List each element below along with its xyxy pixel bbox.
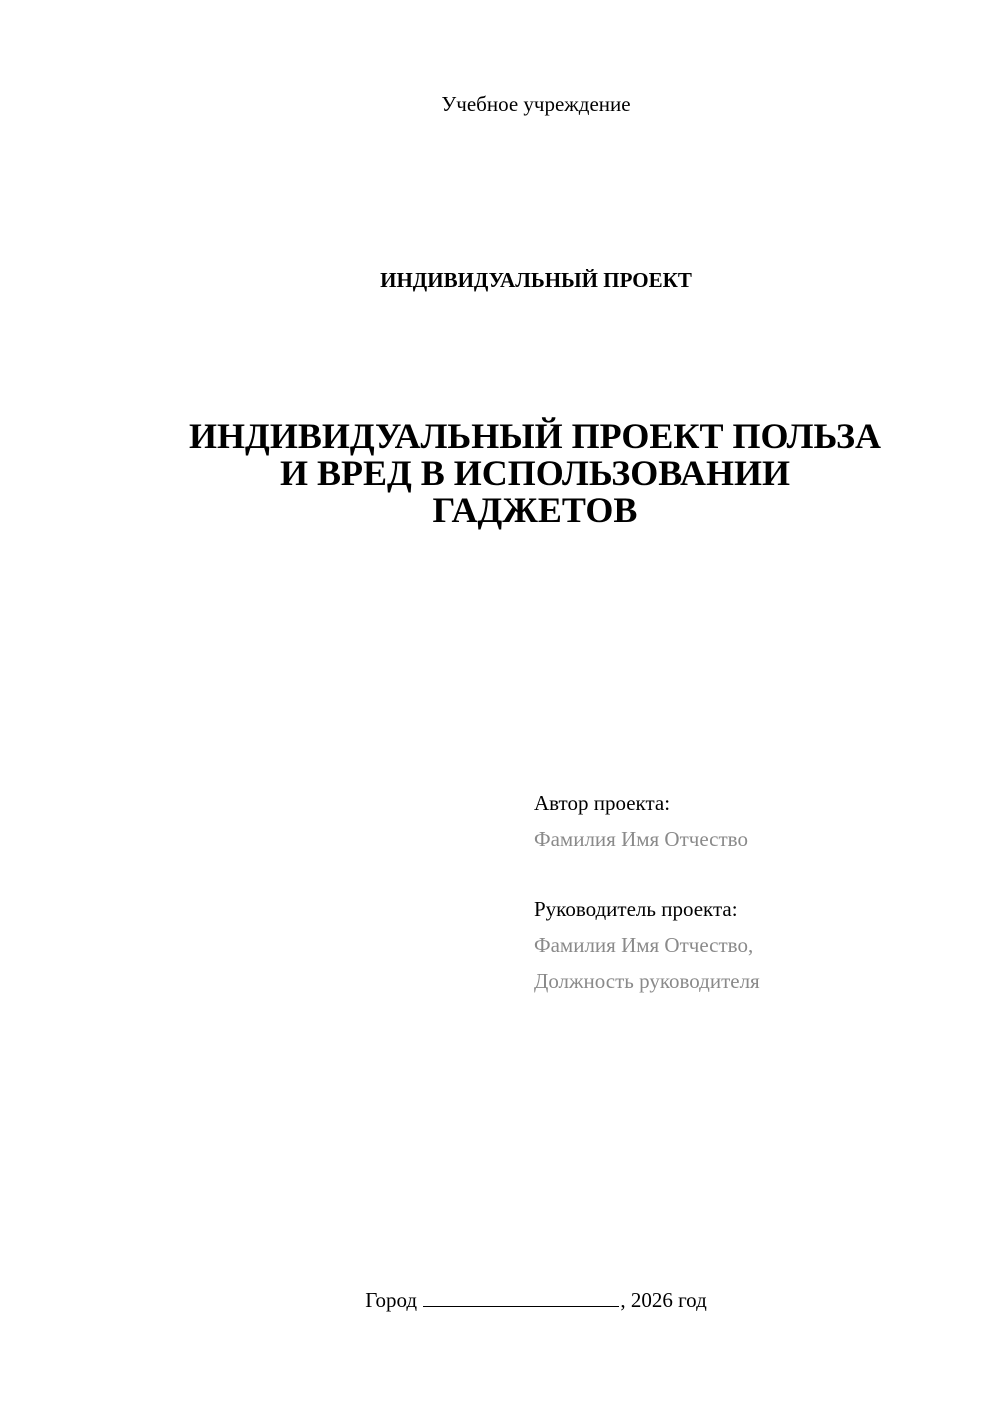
document-type: ИНДИВИДУАЛЬНЫЙ ПРОЕКТ: [380, 268, 692, 292]
author-name: Фамилия Имя Отчество: [534, 827, 748, 851]
supervisor-block: [534, 891, 760, 999]
project-title: [150, 418, 920, 529]
city-year-line: [0, 1288, 1000, 1313]
project-title-line: ГАДЖЕТОВ: [432, 490, 638, 530]
year-text: , 2026 год: [620, 1288, 707, 1312]
supervisor-label: Руководитель проекта:: [534, 897, 738, 921]
institution-name: Учебное учреждение: [441, 92, 631, 116]
project-title-line: ИНДИВИДУАЛЬНЫЙ ПРОЕКТ ПОЛЬЗА: [189, 416, 881, 456]
supervisor-name: Фамилия Имя Отчество,: [534, 933, 754, 957]
author-block: [534, 785, 748, 857]
project-title-line: И ВРЕД В ИСПОЛЬЗОВАНИИ: [279, 453, 790, 493]
city-blank-line: [423, 1288, 619, 1307]
author-label: Автор проекта:: [534, 791, 671, 815]
supervisor-position: Должность руководителя: [534, 969, 760, 993]
city-label: Город: [365, 1288, 418, 1312]
